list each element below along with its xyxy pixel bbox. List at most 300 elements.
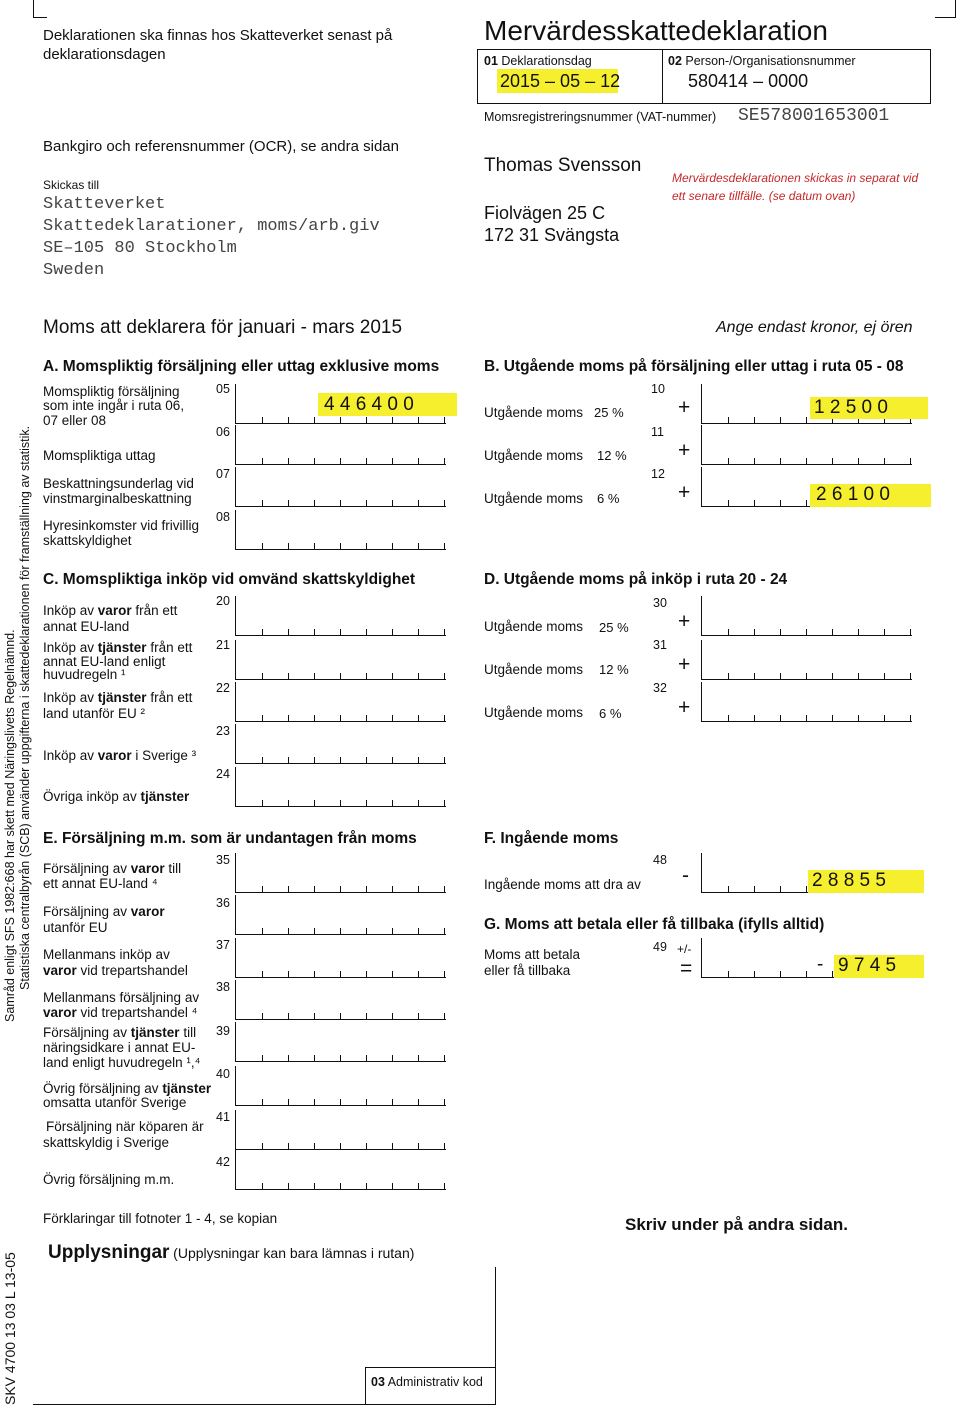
field-tick (392, 673, 393, 680)
r32-rate: 6 % (599, 706, 622, 721)
field-tick (780, 715, 781, 722)
r05-label-3: 07 eller 08 (43, 413, 107, 428)
field-tick (392, 757, 393, 764)
side-consult-2: Statistiska centralbyrån (SCB) använder uppgifterna i skattedeklarationen för framställning av statistik. (18, 425, 32, 990)
field-tick (366, 1099, 367, 1106)
field-tick (262, 1099, 263, 1106)
r32-label: Utgående moms (484, 705, 584, 720)
field-tick (314, 673, 315, 680)
r05-value: 4 4 6 4 0 0 (324, 394, 414, 415)
field-tick (418, 673, 419, 680)
field-tick (262, 800, 263, 807)
r48-number: 48 (653, 853, 667, 867)
r32-number: 32 (653, 681, 667, 695)
field-tick (884, 715, 885, 722)
field-tick (340, 715, 341, 722)
address-line-4: Sweden (43, 261, 105, 280)
field-tick (392, 800, 393, 807)
field-20[interactable] (235, 596, 446, 636)
field-tick (806, 458, 807, 465)
field-tick (392, 417, 393, 424)
taxpayer-street: Fiolvägen 25 C (484, 203, 606, 223)
field-tick (340, 458, 341, 465)
field-baseline (236, 977, 446, 978)
field-tick (288, 543, 289, 550)
field-tick (288, 673, 289, 680)
date-id-divider (662, 49, 663, 104)
bankgiro-text: Bankgiro och referensnummer (OCR), se andra sidan (43, 138, 399, 155)
r10-sign: + (678, 396, 691, 419)
field-tick (444, 715, 445, 722)
field-tick (366, 800, 367, 807)
field-tick (806, 500, 807, 507)
field-tick (288, 417, 289, 424)
field-tick (884, 673, 885, 680)
field-baseline (236, 892, 446, 893)
r11-label: Utgående moms (484, 448, 584, 463)
field-tick (418, 715, 419, 722)
field-tick (392, 1099, 393, 1106)
field-tick (262, 1143, 263, 1150)
field-tick (728, 458, 729, 465)
field-tick (910, 458, 911, 465)
field-tick (832, 458, 833, 465)
r30-label: Utgående moms (484, 619, 584, 634)
r07-label-2: vinstmarginalbeskattning (43, 491, 192, 506)
field-38[interactable] (235, 980, 446, 1020)
field-tick (444, 673, 445, 680)
field-tick (858, 673, 859, 680)
r40-number: 40 (216, 1067, 230, 1081)
field-tick (910, 715, 911, 722)
field-baseline (236, 679, 446, 680)
r31-rate: 12 % (599, 662, 629, 677)
field-tick (366, 1183, 367, 1190)
field-23[interactable] (235, 724, 446, 764)
personal-number[interactable]: 580414 – 0000 (688, 71, 809, 91)
field-tick (262, 1013, 263, 1020)
field-tick (288, 1013, 289, 1020)
field-tick (262, 458, 263, 465)
field-tick (728, 673, 729, 680)
r49-minus: - (817, 954, 824, 975)
field-tick (288, 886, 289, 893)
field-tick (340, 800, 341, 807)
field-tick (314, 886, 315, 893)
field-tick (314, 1055, 315, 1062)
field-tick (366, 757, 367, 764)
field-tick (754, 673, 755, 680)
field-tick (314, 543, 315, 550)
r30-sign: + (678, 610, 691, 633)
field-tick (340, 928, 341, 935)
field-tick (444, 757, 445, 764)
r20-label-1: Inköp av varor från ett (43, 603, 178, 618)
field-tick (262, 629, 263, 636)
field-tick (444, 543, 445, 550)
r39-label-1: Försäljning av tjänster till (43, 1025, 197, 1040)
field-tick (910, 673, 911, 680)
r08-number: 08 (216, 510, 230, 524)
field01-label: 01 Deklarationsdag (484, 54, 592, 68)
r23-number: 23 (216, 724, 230, 738)
field-24[interactable] (235, 767, 446, 807)
field-baseline (236, 635, 446, 636)
field-tick (366, 1013, 367, 1020)
field-tick (444, 1099, 445, 1106)
field-tick (444, 971, 445, 978)
field-tick (314, 928, 315, 935)
taxpayer-city: 172 31 Svängsta (484, 225, 620, 245)
field-tick (728, 500, 729, 507)
field-tick (340, 1183, 341, 1190)
field-tick (728, 886, 729, 893)
field-tick (418, 1013, 419, 1020)
r12-rate: 6 % (597, 491, 620, 506)
field-tick (314, 1143, 315, 1150)
r05-label-1: Momspliktig försäljning (43, 384, 180, 399)
field-tick (366, 971, 367, 978)
field-tick (366, 928, 367, 935)
field-tick (340, 971, 341, 978)
taxpayer-name: Thomas Svensson (484, 155, 642, 176)
field-tick (366, 543, 367, 550)
field-tick (392, 500, 393, 507)
field-tick (780, 500, 781, 507)
corner-mark-left (33, 0, 34, 18)
field-tick (728, 417, 729, 424)
address-line-2: Skattedeklarationer, moms/arb.giv (43, 217, 380, 236)
field-tick (262, 543, 263, 550)
field-tick (884, 458, 885, 465)
field-tick (366, 715, 367, 722)
field-tick (418, 800, 419, 807)
field-tick (314, 417, 315, 424)
r22-number: 22 (216, 681, 230, 695)
field-36[interactable] (235, 895, 446, 935)
field-tick (444, 500, 445, 507)
field-tick (392, 1013, 393, 1020)
field-tick (262, 928, 263, 935)
field-tick (806, 886, 807, 893)
separate-note-1: Mervärdesdeklarationen skickas in separat vid (672, 171, 919, 185)
field-tick (288, 1099, 289, 1106)
r32-sign: + (678, 696, 691, 719)
field-tick (366, 886, 367, 893)
field-tick (288, 1055, 289, 1062)
field-tick (366, 500, 367, 507)
field-07[interactable] (235, 467, 446, 507)
field-baseline (236, 1061, 446, 1062)
field-tick (392, 1143, 393, 1150)
field-tick (392, 543, 393, 550)
field-tick (780, 971, 781, 978)
field-baseline (236, 763, 446, 764)
r35-label-2: ett annat EU-land ⁴ (43, 876, 158, 891)
field-tick (780, 417, 781, 424)
field-tick (366, 673, 367, 680)
field-tick (858, 629, 859, 636)
separate-note-2: ett senare tillfälle. (se datum ovan) (672, 189, 856, 203)
field-tick (262, 500, 263, 507)
field-tick (340, 543, 341, 550)
field-06[interactable] (235, 425, 446, 465)
field-baseline (702, 635, 912, 636)
corner-mark-right-h (935, 17, 955, 18)
r49-sign-top: +/- (677, 942, 692, 956)
field-tick (444, 1013, 445, 1020)
field-tick (444, 800, 445, 807)
field-tick (444, 1143, 445, 1150)
currency-note: Ange endast kronor, ej ören (716, 319, 913, 336)
section-g-title: G. Moms att betala eller få tillbaka (ifylls alltid) (484, 916, 825, 933)
field-08[interactable] (235, 510, 446, 550)
field-tick (754, 971, 755, 978)
r10-label: Utgående moms (484, 405, 584, 420)
field-39[interactable] (235, 1022, 446, 1062)
r21-label-1: Inköp av tjänster från ett (43, 640, 193, 655)
field-tick (444, 928, 445, 935)
field-41[interactable] (235, 1110, 446, 1150)
address-line-3: SE–105 80 Stockholm (43, 239, 237, 258)
field-tick (392, 971, 393, 978)
send-to-label: Skickas till (43, 178, 100, 192)
field-baseline (702, 464, 912, 465)
r23-label: Inköp av varor i Sverige ³ (43, 748, 197, 763)
r24-number: 24 (216, 767, 230, 781)
r48-sign: - (682, 864, 689, 887)
field-tick (340, 757, 341, 764)
field-tick (444, 417, 445, 424)
r10-value: 1 2 5 0 0 (814, 397, 888, 418)
field-tick (884, 629, 885, 636)
field-31[interactable] (701, 640, 912, 680)
r12-number: 12 (651, 467, 665, 481)
field-tick (444, 458, 445, 465)
section-c-title: C. Momspliktiga inköp vid omvänd skattskyldighet (43, 571, 416, 588)
r40-label-1: Övrig försäljning av tjänster (43, 1081, 212, 1096)
form-title: Mervärdesskattedeklaration (484, 15, 828, 46)
field-30[interactable] (701, 596, 912, 636)
field-tick (262, 1183, 263, 1190)
field-tick (262, 971, 263, 978)
r49-label-2: eller få tillbaka (484, 963, 571, 978)
field-32[interactable] (701, 682, 912, 722)
r07-label-1: Beskattningsunderlag vid (43, 476, 194, 491)
r30-number: 30 (653, 596, 667, 610)
field-baseline (702, 679, 912, 680)
r36-label-1: Försäljning av varor (43, 904, 165, 919)
field-baseline (236, 549, 446, 550)
field-tick (314, 1183, 315, 1190)
field-tick (392, 1183, 393, 1190)
field-tick (780, 629, 781, 636)
field-tick (366, 458, 367, 465)
r31-label: Utgående moms (484, 662, 584, 677)
r38-label-2: varor vid trepartshandel ⁴ (43, 1005, 198, 1020)
field-tick (288, 1143, 289, 1150)
sign-note: Skriv under på andra sidan. (625, 1215, 848, 1234)
corner-mark-right (955, 0, 956, 18)
field-tick (288, 629, 289, 636)
r06-number: 06 (216, 425, 230, 439)
field-tick (780, 673, 781, 680)
field-tick (340, 673, 341, 680)
field-baseline (236, 464, 446, 465)
field-tick (754, 417, 755, 424)
admin-code-label: 03 Administrativ kod (371, 1375, 483, 1389)
field-tick (858, 458, 859, 465)
r49-number: 49 (653, 940, 667, 954)
field-baseline (236, 1189, 446, 1190)
field-tick (444, 1183, 445, 1190)
field-tick (366, 417, 367, 424)
field-tick (340, 1013, 341, 1020)
field-tick (806, 629, 807, 636)
r35-number: 35 (216, 853, 230, 867)
field-tick (392, 928, 393, 935)
section-e-title: E. Försäljning m.m. som är undantagen från moms (43, 830, 417, 847)
section-a-title: A. Momspliktig försäljning eller uttag exklusive moms (43, 358, 440, 375)
r12-value: 2 6 1 0 0 (816, 484, 890, 505)
field-tick (754, 629, 755, 636)
r41-label-1: Försäljning när köparen är (46, 1119, 204, 1134)
admin-code-top (365, 1367, 496, 1368)
field-37[interactable] (235, 938, 446, 978)
field-tick (754, 715, 755, 722)
field-tick (288, 800, 289, 807)
r07-number: 07 (216, 467, 230, 481)
r08-label-2: skattskyldighet (43, 533, 132, 548)
declaration-date[interactable]: 2015 – 05 – 12 (500, 71, 621, 91)
field-tick (288, 458, 289, 465)
section-f-title: F. Ingående moms (484, 830, 619, 847)
r11-rate: 12 % (597, 448, 627, 463)
field-tick (806, 971, 807, 978)
r05-label-2: som inte ingår i ruta 06, (43, 398, 185, 413)
field-35[interactable] (235, 853, 446, 893)
field-tick (314, 715, 315, 722)
field-tick (418, 458, 419, 465)
r11-number: 11 (651, 425, 664, 439)
admin-code-divider (365, 1367, 366, 1405)
field-tick (314, 500, 315, 507)
field-tick (288, 928, 289, 935)
field02-label: 02 Person-/Organisationsnummer (668, 54, 856, 68)
field-tick (418, 757, 419, 764)
field-tick (444, 1055, 445, 1062)
field-tick (832, 715, 833, 722)
field-tick (262, 673, 263, 680)
field-tick (858, 715, 859, 722)
r40-label-2: omsatta utanför Sverige (43, 1095, 187, 1110)
field-tick (910, 629, 911, 636)
r42-label: Övrig försäljning m.m. (43, 1172, 175, 1187)
r49-sign-eq: = (680, 957, 693, 980)
field-tick (418, 1099, 419, 1106)
r37-label-1: Mellanmans inköp av (43, 947, 170, 962)
address-line-1: Skatteverket (43, 195, 166, 214)
r38-number: 38 (216, 980, 230, 994)
vat-label: Momsregistreringsnummer (VAT-nummer) (484, 110, 717, 124)
deadline-text-2: deklarationsdagen (43, 46, 166, 63)
r48-value: 2 8 8 5 5 (812, 870, 886, 891)
r30-rate: 25 % (599, 620, 629, 635)
field-tick (366, 1055, 367, 1062)
r36-label-2: utanför EU (43, 920, 108, 935)
field-tick (392, 458, 393, 465)
field-tick (262, 715, 263, 722)
field-tick (288, 500, 289, 507)
field-tick (288, 1183, 289, 1190)
field-42[interactable] (235, 1150, 446, 1190)
field-tick (418, 971, 419, 978)
field-tick (340, 1055, 341, 1062)
vat-number: SE578001653001 (738, 106, 890, 126)
field-baseline (702, 423, 912, 424)
field-tick (754, 500, 755, 507)
r21-label-3: huvudregeln ¹ (43, 667, 126, 682)
field-21[interactable] (235, 640, 446, 680)
field-baseline (236, 506, 446, 507)
r20-number: 20 (216, 594, 230, 608)
r37-number: 37 (216, 938, 230, 952)
r49-label-1: Moms att betala (484, 947, 581, 962)
field-tick (288, 971, 289, 978)
r24-label: Övriga inköp av tjänster (43, 789, 190, 804)
field-tick (418, 928, 419, 935)
field-tick (418, 500, 419, 507)
field-tick (754, 886, 755, 893)
field-tick (314, 1099, 315, 1106)
r05-number: 05 (216, 382, 230, 396)
field-tick (262, 417, 263, 424)
field-baseline (236, 806, 446, 807)
r11-sign: + (678, 439, 691, 462)
field-tick (288, 757, 289, 764)
field-tick (444, 629, 445, 636)
field-tick (832, 629, 833, 636)
field-tick (418, 417, 419, 424)
field-tick (340, 1099, 341, 1106)
side-consult-1: Samråd enligt SFS 1982:668 har skett med Näringslivets Regelnämnd. (3, 629, 17, 1022)
field-tick (392, 629, 393, 636)
field-baseline (236, 721, 446, 722)
field-tick (392, 886, 393, 893)
field-tick (314, 458, 315, 465)
deadline-text: Deklarationen ska finnas hos Skatteverket senast på (43, 27, 393, 44)
field-tick (262, 1055, 263, 1062)
field-tick (366, 629, 367, 636)
field-40[interactable] (235, 1066, 446, 1106)
field-tick (754, 458, 755, 465)
r39-label-2: näringsidkare i annat EU- (43, 1040, 196, 1055)
field-tick (728, 715, 729, 722)
field-tick (806, 673, 807, 680)
field-tick (418, 1143, 419, 1150)
field-tick (262, 757, 263, 764)
field-baseline (236, 423, 446, 424)
footnotes-text: Förklaringar till fotnoter 1 - 4, se kopian (43, 1211, 278, 1226)
field-11[interactable] (701, 425, 912, 465)
field-22[interactable] (235, 682, 446, 722)
side-form-code: SKV 4700 13 03 L 13-05 (2, 1252, 18, 1405)
field-baseline (236, 934, 446, 935)
field-tick (780, 886, 781, 893)
r37-label-2: varor vid trepartshandel (43, 963, 188, 978)
field-tick (288, 715, 289, 722)
field-tick (340, 417, 341, 424)
